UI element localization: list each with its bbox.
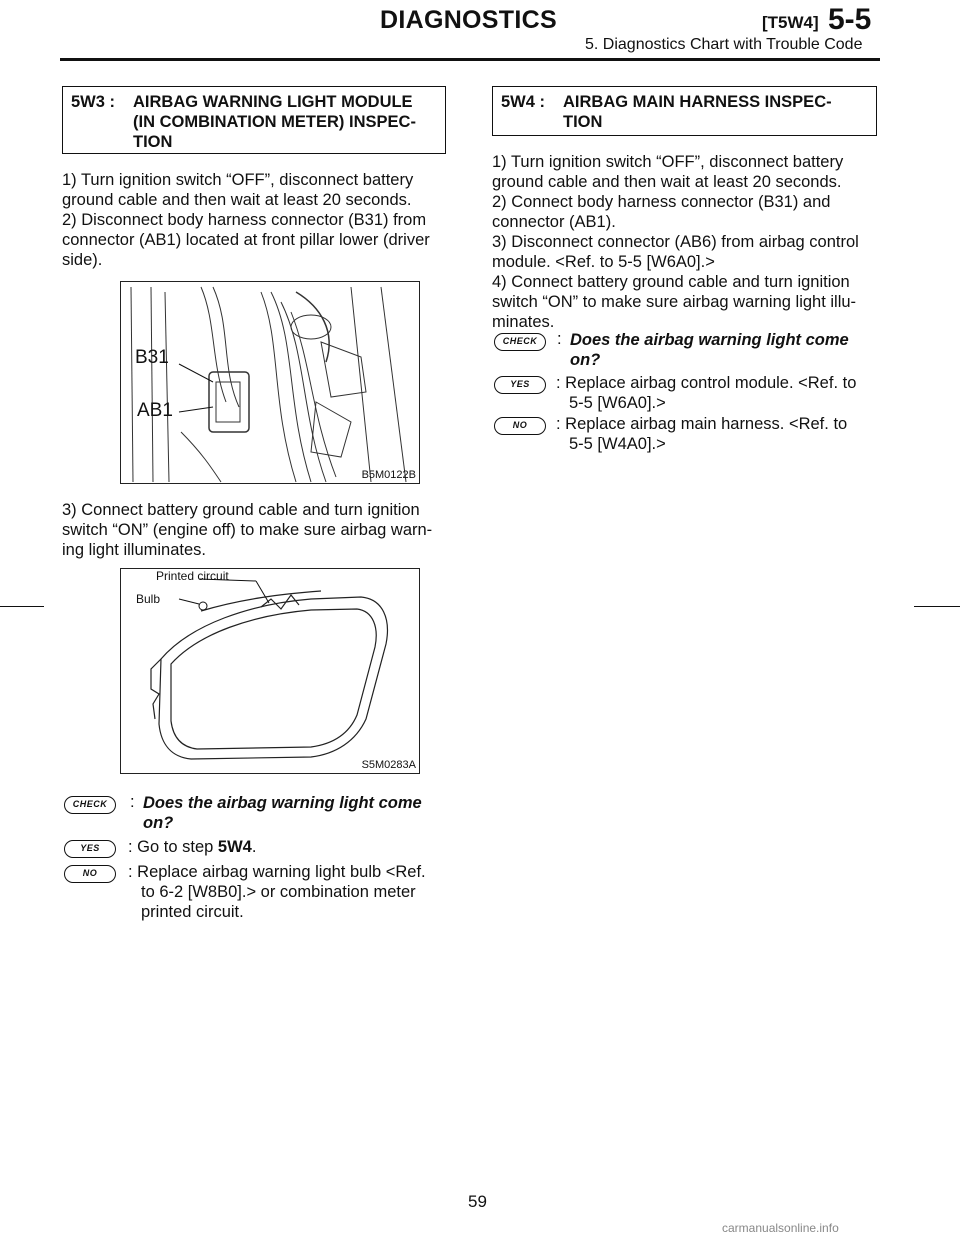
step-link-5w4: 5W4: [217, 838, 252, 856]
header-subtitle: 5. Diagnostics Chart with Trouble Code: [585, 36, 863, 53]
figure-caption: S5M0283A: [361, 759, 416, 771]
section-box-5w4: [492, 86, 877, 136]
yes-answer: : Replace airbag control module. <Ref. to 5-5 [W6A0].>: [556, 374, 857, 412]
callout-ab1: AB1: [137, 400, 173, 421]
yes-answer: : Go to step 5W4.: [128, 838, 257, 856]
section-title: AIRBAG WARNING LIGHT MODULE (IN COMBINATION METER) INSPEC- TION: [133, 93, 416, 151]
section-number: 5W3 :: [71, 93, 116, 111]
header-title: DIAGNOSTICS: [380, 6, 557, 34]
connector-photo-illustration: [121, 282, 419, 483]
no-icon: NO: [64, 865, 116, 883]
check-colon: :: [130, 793, 135, 811]
no-answer: : Replace airbag warning light bulb <Ref. to 6-2 [W8B0].> or combination meter printed circuit.: [128, 863, 426, 921]
crop-mark-left: [0, 606, 44, 607]
check-icon: CHECK: [494, 333, 546, 351]
figure-combination-meter: [120, 568, 420, 774]
page-number: 59: [468, 1192, 487, 1211]
crop-mark-right: [914, 606, 960, 607]
section-box-5w3: [62, 86, 446, 154]
header-code: [T5W4]: [762, 13, 819, 32]
left-paragraph-1: 1) Turn ignition switch “OFF”, disconnect battery ground cable and then wait at least 20 seconds. 2) Disconnect body harness connector (B31) from connector (AB1) located at front pillar lower (driver side).: [62, 171, 430, 269]
figure-connector-photo: [120, 281, 420, 484]
header-rule: [60, 58, 880, 61]
right-paragraph-1: 1) Turn ignition switch “OFF”, disconnect battery ground cable and then wait at least 20 seconds. 2) Connect body harness connector (B31) and connector (AB1). 3) Disconnect connector (AB6) from airbag control module. <Ref. to 5-5 [W6A0].> 4) Connect battery ground cable and turn ignition switch “ON” to make sure airbag warning light illu- minates.: [492, 153, 859, 331]
section-number: 5W4 :: [501, 93, 546, 111]
check-question: Does the airbag warning light come on?: [143, 794, 422, 832]
figure-caption: B5M0122B: [361, 469, 416, 481]
no-icon: NO: [494, 417, 546, 435]
no-answer: : Replace airbag main harness. <Ref. to 5-5 [W4A0].>: [556, 415, 848, 453]
check-colon: :: [557, 330, 562, 348]
left-paragraph-2: 3) Connect battery ground cable and turn ignition switch “ON” (engine off) to make sure airbag warn- ing light illuminates.: [62, 501, 433, 559]
yes-icon: YES: [64, 840, 116, 858]
callout-printed-circuit: Printed circuit: [156, 569, 229, 583]
meter-illustration: [121, 569, 419, 773]
section-title: AIRBAG MAIN HARNESS INSPEC- TION: [563, 93, 832, 131]
callout-bulb: Bulb: [136, 592, 161, 606]
yes-icon: YES: [494, 376, 546, 394]
header-section: 5-5: [828, 3, 872, 36]
footer-watermark: carmanualsonline.info: [722, 1221, 839, 1235]
callout-b31: B31: [135, 347, 169, 368]
check-question: Does the airbag warning light come on?: [570, 331, 849, 369]
check-icon: CHECK: [64, 796, 116, 814]
